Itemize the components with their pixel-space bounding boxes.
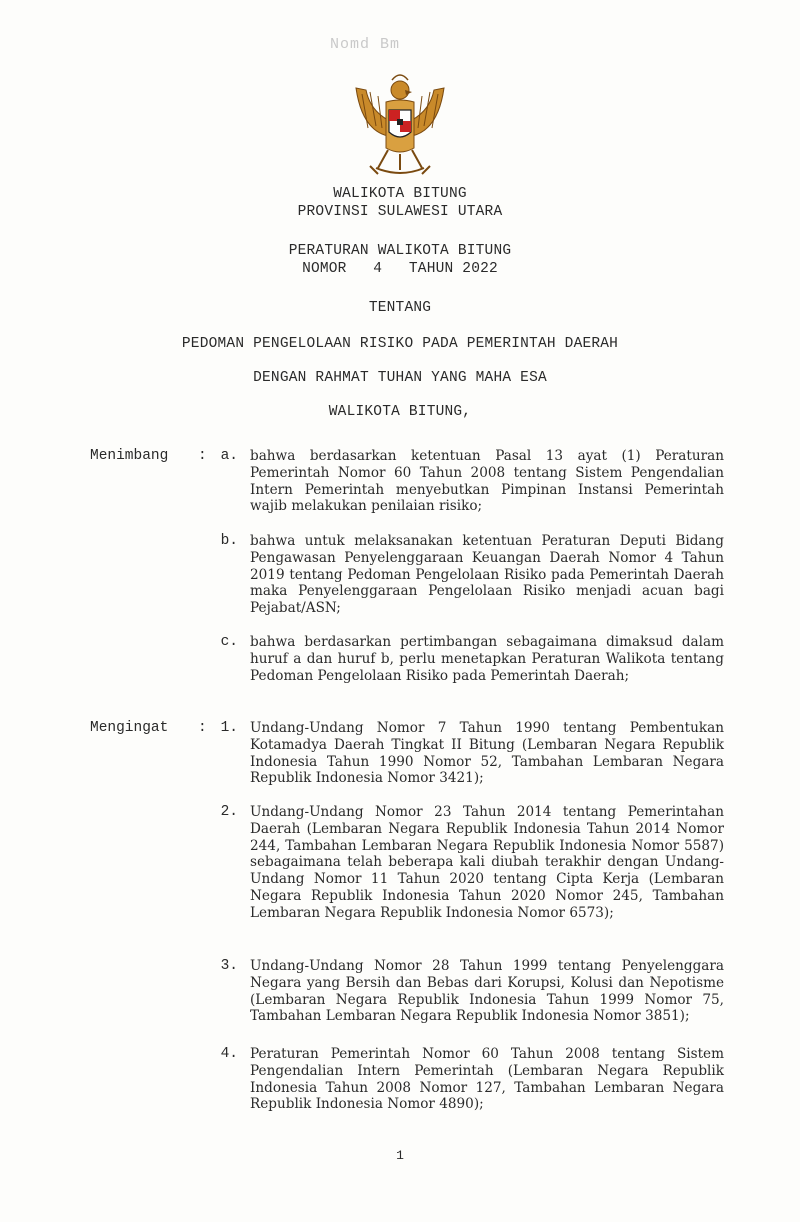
menimbang-colon: : xyxy=(198,448,207,464)
regulation-number: NOMOR 4 TAHUN 2022 xyxy=(302,261,498,277)
mengingat-marker-1: 1. xyxy=(220,720,238,736)
rahmat-line: DENGAN RAHMAT TUHAN YANG MAHA ESA xyxy=(253,370,547,386)
page-number: 1 xyxy=(396,1148,404,1163)
garuda-pancasila-emblem-icon xyxy=(348,70,452,178)
mengingat-item-2: Undang-Undang Nomor 23 Tahun 2014 tentang Pemerintahan Daerah (Lembaran Negara Republik Indonesia Tahun 2014 Nomor 244, Tambahan Lembaran Negara Republik Indonesia Nomor 5587) sebagaimana telah beberapa kali diubah terakhir dengan Undang-Undang Nomor 11 Tahun 2020 tentang Cipta Kerja (Lembaran Negara Republik Indonesia Tahun 2020 Nomor 245, Tambahan Lembaran Negara Republik Indonesia Nomor 6573); xyxy=(250,804,724,921)
faint-stamp-text: Nomd Bm xyxy=(330,36,401,53)
header-line-walikota: WALIKOTA BITUNG xyxy=(333,186,467,202)
mengingat-item-1: Undang-Undang Nomor 7 Tahun 1990 tentang Pembentukan Kotamadya Daerah Tingkat II Bitung (Lembaran Negara Republik Indonesia Tahun 1990 Nomor 52, Tambahan Lembaran Negara Republik Indonesia Nomor 3421); xyxy=(250,720,724,787)
menimbang-item-c: bahwa berdasarkan pertimbangan sebagaimana dimaksud dalam huruf a dan huruf b, perlu menetapkan Peraturan Walikota tentang Pedoman Pengelolaan Risiko pada Pemerintah Daerah; xyxy=(250,634,724,684)
menimbang-marker-c: c. xyxy=(220,634,238,650)
menimbang-marker-a: a. xyxy=(220,448,238,464)
regulation-subject: PEDOMAN PENGELOLAAN RISIKO PADA PEMERINTAH DAERAH xyxy=(181,336,619,352)
menimbang-item-a: bahwa berdasarkan ketentuan Pasal 13 ayat (1) Peraturan Pemerintah Nomor 60 Tahun 2008 tentang Sistem Pengendalian Intern Pemerintah menyebutkan Pimpinan Instansi Pemerintah wajib melakukan penilaian risiko; xyxy=(250,448,724,515)
mengingat-item-4: Peraturan Pemerintah Nomor 60 Tahun 2008 tentang Sistem Pengendalian Intern Pemerintah (Lembaran Negara Republik Indonesia Tahun 2008 Nomor 127, Tambahan Lembaran Negara Republik Indonesia Nomor 4890); xyxy=(250,1046,724,1113)
mengingat-colon: : xyxy=(198,720,207,736)
mengingat-label: Mengingat xyxy=(90,720,169,736)
menimbang-item-b: bahwa untuk melaksanakan ketentuan Peraturan Deputi Bidang Pengawasan Penyelenggaraan Keuangan Daerah Nomor 4 Tahun 2019 tentang Pedoman Pengelolaan Risiko pada Pemerintah Daerah maka Penyelenggaraan Pengelolaan Risiko menjadi acuan bagi Pejabat/ASN; xyxy=(250,533,724,617)
mengingat-item-3: Undang-Undang Nomor 28 Tahun 1999 tentang Penyelenggara Negara yang Bersih dan Bebas dari Korupsi, Kolusi dan Nepotisme (Lembaran Negara Republik Indonesia Tahun 1999 Nomor 75, Tambahan Lembaran Negara Republik Indonesia Nomor 3851); xyxy=(250,958,724,1025)
regulation-title: PERATURAN WALIKOTA BITUNG xyxy=(288,243,512,259)
mengingat-marker-4: 4. xyxy=(220,1046,238,1062)
mengingat-marker-3: 3. xyxy=(220,958,238,974)
menimbang-marker-b: b. xyxy=(220,533,238,549)
menimbang-label: Menimbang xyxy=(90,448,169,464)
header-line-provinsi: PROVINSI SULAWESI UTARA xyxy=(297,204,503,220)
mengingat-marker-2: 2. xyxy=(220,804,238,820)
walikota-line: WALIKOTA BITUNG, xyxy=(328,404,472,420)
tentang-heading: TENTANG xyxy=(368,300,432,316)
